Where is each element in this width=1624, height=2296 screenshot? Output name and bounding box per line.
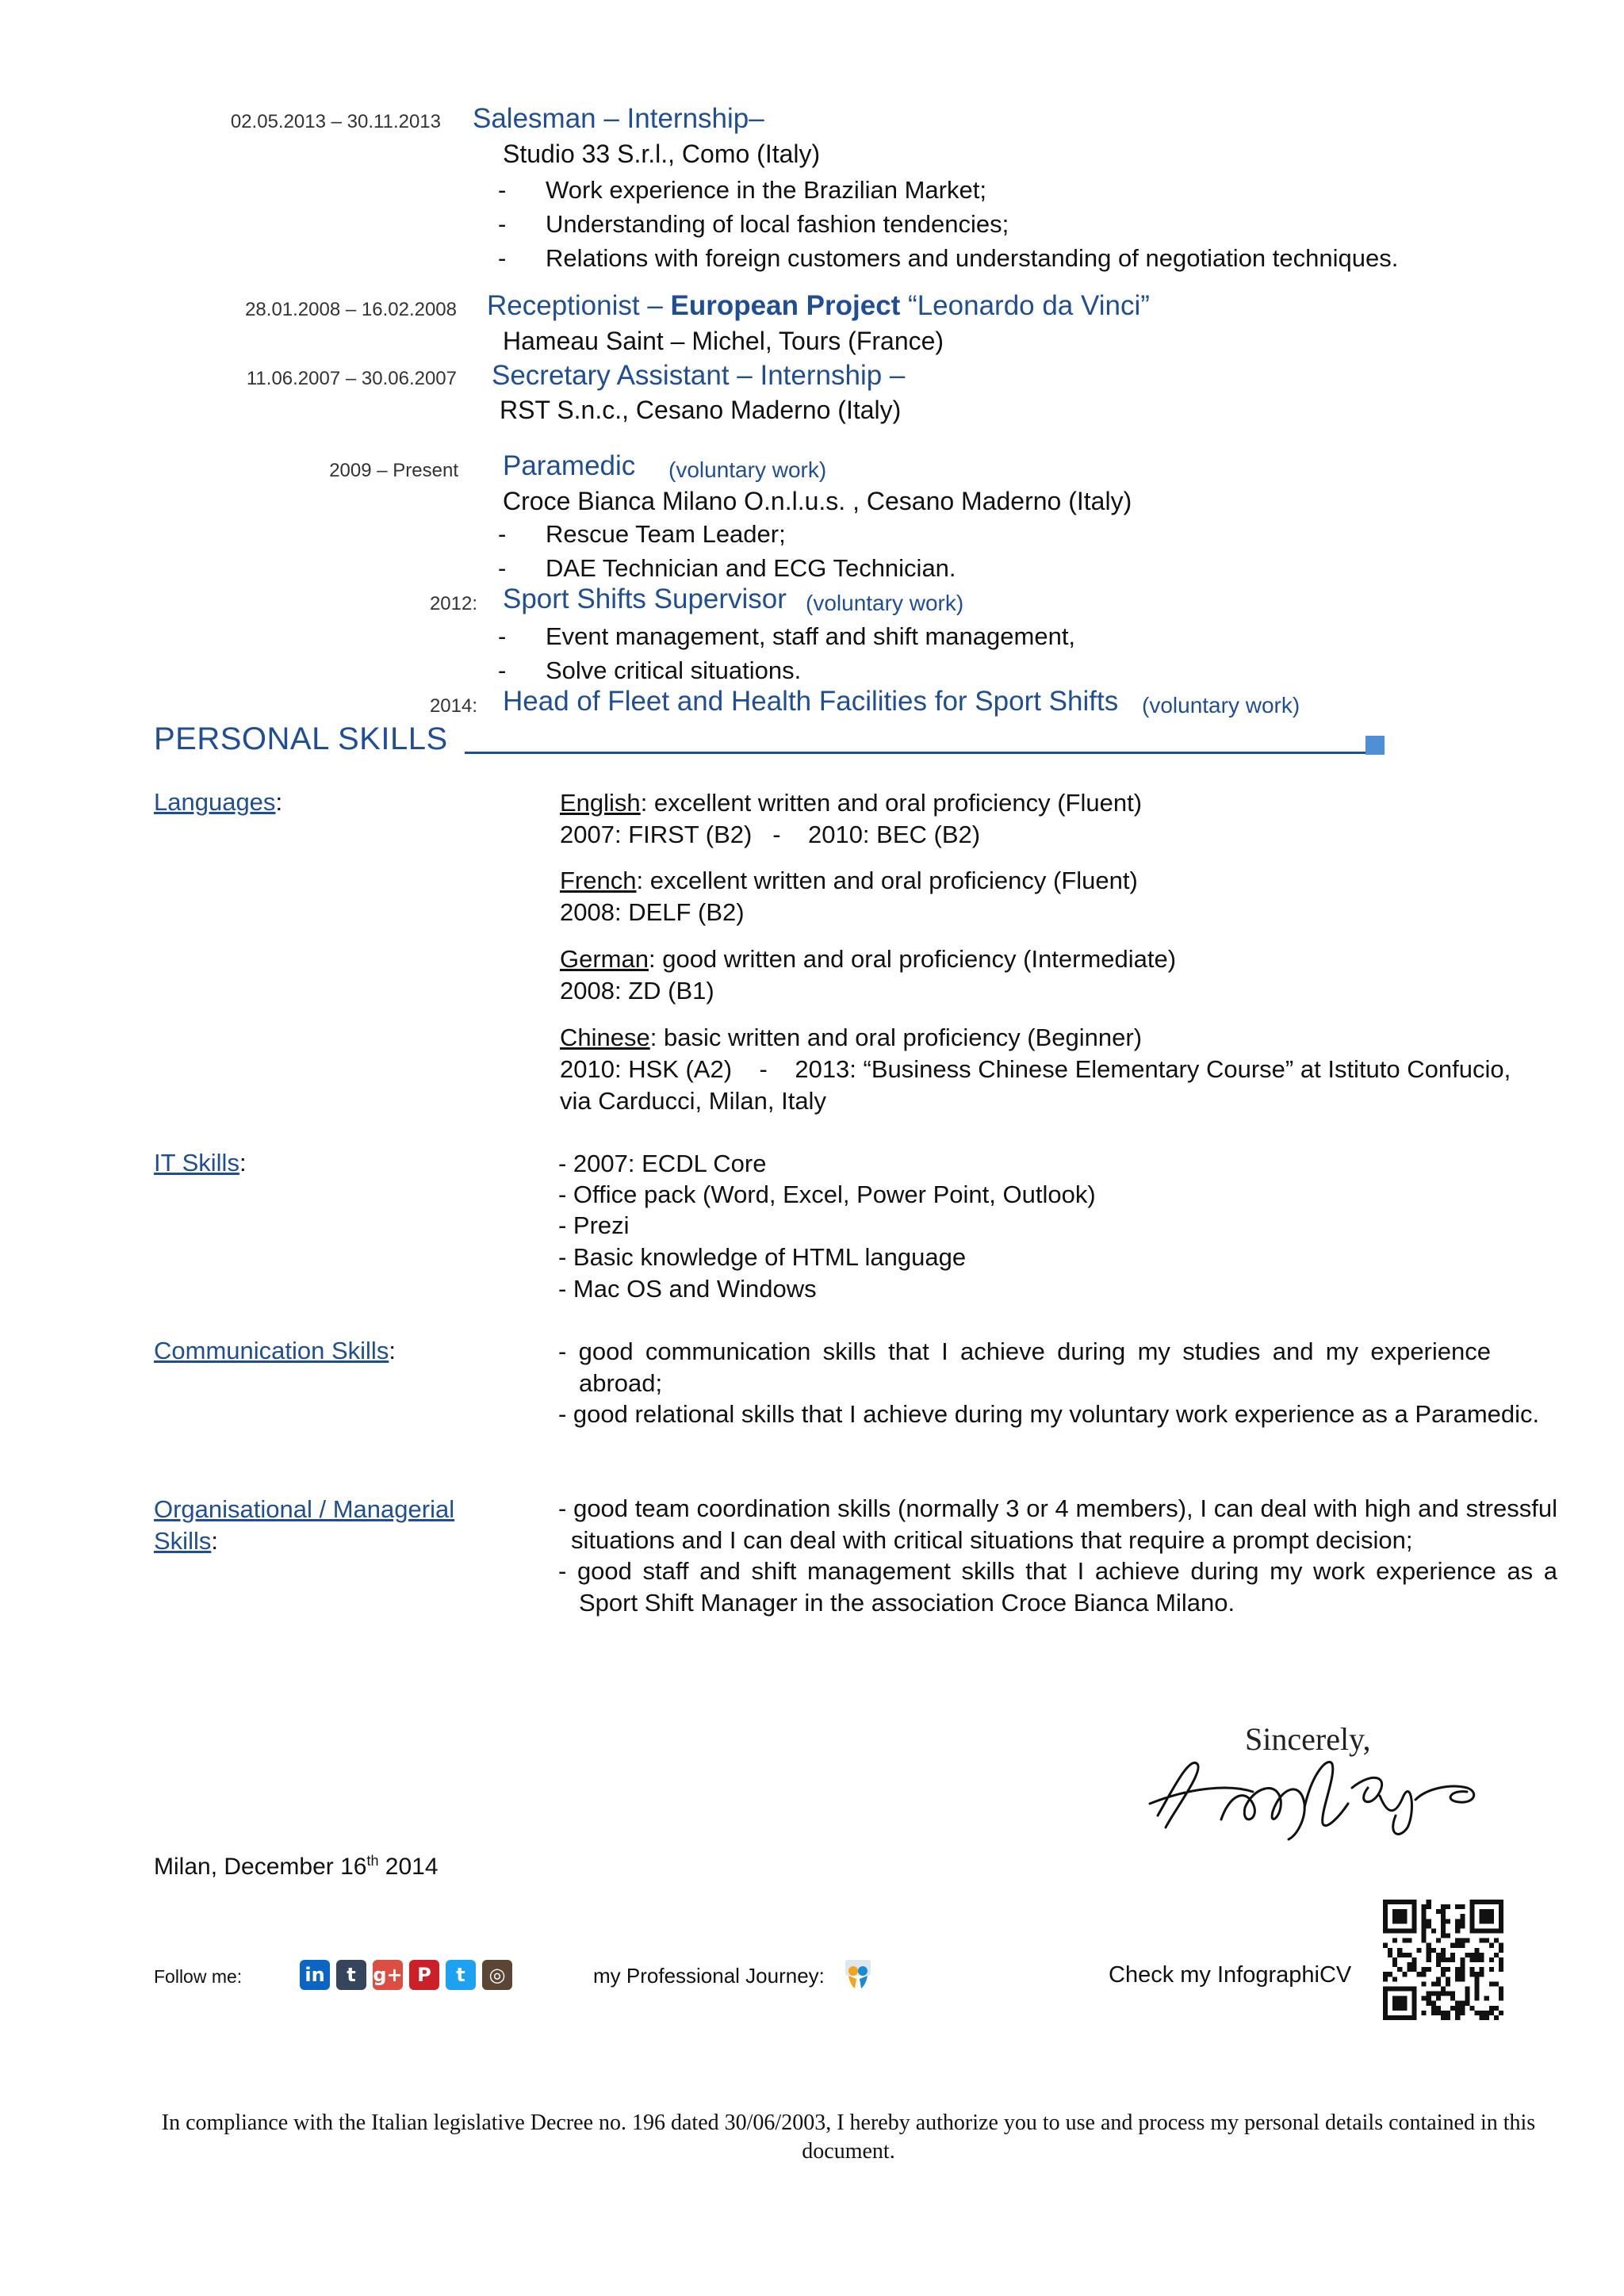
language-chinese-certs: 2010: HSK (A2) - 2013: “Business Chinese Elementary Course” at Istituto Confucio, — [560, 1055, 1511, 1083]
organisational-skills-label: Organisational / Managerial Skills: — [154, 1495, 455, 1555]
language-german-certs: 2008: ZD (B1) — [560, 977, 714, 1004]
infographic-label: Check my InfographiCV — [1109, 1962, 1352, 1988]
it-skills-label: IT Skills: — [154, 1149, 247, 1177]
bullet-item: - DAE Technician and ECG Technician. — [498, 554, 956, 582]
bullet-item: - Work experience in the Brazilian Market; — [498, 176, 986, 204]
date-salesman: 02.05.2013 – 30.11.2013 — [230, 111, 441, 132]
signature — [1142, 1740, 1491, 1843]
organisational-skill-item: - good staff and shift management skills that I achieve during my work experience as a Sport Shift Manager in the association Croce Bianca Milano. — [558, 1557, 1557, 1617]
job-title-head-fleet: Head of Fleet and Health Facilities for Sport Shifts — [503, 686, 1119, 717]
job-title-salesman: Salesman – Internship– — [473, 103, 764, 134]
bullet-item: - Rescue Team Leader; — [498, 520, 786, 548]
bullet-item: - Relations with foreign customers and understanding of negotiation techniques. — [498, 244, 1399, 272]
job-title-secretary: Secretary Assistant – Internship – — [492, 360, 906, 391]
language-english: English: excellent written and oral proficiency (Fluent) — [560, 789, 1143, 817]
tumblr-icon[interactable]: t — [336, 1960, 366, 1990]
voluntary-note: (voluntary work) — [1142, 693, 1300, 718]
communication-skill-item: - good communication skills that I achieve during my studies and my experience abroad; — [558, 1337, 1491, 1397]
bullet-item: - Solve critical situations. — [498, 656, 802, 684]
languages-label: Languages: — [154, 788, 283, 816]
it-skill-item: - 2007: ECDL Core — [558, 1150, 767, 1177]
organisational-skill-item: - good team coordination skills (normally 3 or 4 members), I can deal with high and stressful situations and I can deal with critical situations that require a prompt decision; — [558, 1494, 1557, 1554]
bullet-item: - Event management, staff and shift management, — [498, 622, 1076, 650]
professional-journey-label: my Professional Journey: — [593, 1964, 825, 1988]
language-chinese: Chinese: basic written and oral proficiency (Beginner) — [560, 1024, 1143, 1051]
linkedin-icon[interactable]: in — [300, 1960, 330, 1990]
language-english-certs: 2007: FIRST (B2) - 2010: BEC (B2) — [560, 821, 981, 848]
section-marker — [1365, 736, 1385, 755]
place-date: Milan, December 16th 2014 — [154, 1853, 439, 1880]
language-german: German: good written and oral proficiency (Intermediate) — [560, 945, 1177, 973]
follow-me-label: Follow me: — [154, 1966, 243, 1987]
job-title-sport-shifts: Sport Shifts Supervisor — [503, 584, 787, 614]
date-receptionist: 28.01.2008 – 16.02.2008 — [245, 299, 457, 320]
communication-skills-label: Communication Skills: — [154, 1337, 396, 1364]
date-secretary: 11.06.2007 – 30.06.2007 — [246, 368, 457, 389]
it-skill-item: - Mac OS and Windows — [558, 1275, 817, 1303]
google-plus-icon[interactable]: g+ — [373, 1960, 403, 1990]
voluntary-note: (voluntary work) — [668, 457, 827, 482]
sincerely-text: Sincerely, — [1245, 1721, 1371, 1757]
company-salesman: Studio 33 S.r.l., Como (Italy) — [503, 140, 821, 168]
date-head-fleet: 2014: — [429, 695, 477, 717]
job-title-paramedic: Paramedic — [503, 450, 636, 481]
section-title-personal-skills: PERSONAL SKILLS — [154, 721, 448, 756]
pinterest-icon[interactable]: P — [409, 1960, 439, 1990]
company-paramedic: Croce Bianca Milano O.n.l.u.s. , Cesano Maderno (Italy) — [503, 487, 1132, 515]
it-skill-item: - Office pack (Word, Excel, Power Point, Outlook) — [558, 1181, 1096, 1208]
job-title-receptionist: Receptionist – European Project “Leonardo da Vinci” — [487, 290, 1150, 321]
it-skill-item: - Basic knowledge of HTML language — [558, 1243, 967, 1271]
communication-skill-item: - good relational skills that I achieve during my voluntary work experience as a Paramedic. — [558, 1400, 1540, 1428]
company-secretary: RST S.n.c., Cesano Maderno (Italy) — [500, 396, 902, 424]
company-receptionist: Hameau Saint – Michel, Tours (France) — [503, 327, 944, 355]
language-french-certs: 2008: DELF (B2) — [560, 898, 745, 926]
date-sport-shifts: 2012: — [429, 593, 477, 614]
slideshare-icon[interactable] — [841, 1957, 875, 1992]
language-chinese-certs-line2: via Carducci, Milan, Italy — [560, 1087, 826, 1115]
section-divider — [465, 752, 1365, 754]
bullet-item: - Understanding of local fashion tendencies; — [498, 210, 1009, 238]
twitter-icon[interactable]: t — [446, 1960, 476, 1990]
date-paramedic: 2009 – Present — [329, 460, 458, 481]
voluntary-note: (voluntary work) — [806, 591, 964, 615]
language-french: French: excellent written and oral proficiency (Fluent) — [560, 867, 1138, 894]
instagram-icon[interactable]: ◎ — [482, 1960, 512, 1990]
qr-code[interactable] — [1383, 1900, 1503, 2020]
legal-disclaimer: In compliance with the Italian legislative Decree no. 196 dated 30/06/2003, I hereby authorize you to use and process my personal details contained in this document. — [161, 2110, 1536, 2164]
it-skill-item: - Prezi — [558, 1211, 630, 1239]
